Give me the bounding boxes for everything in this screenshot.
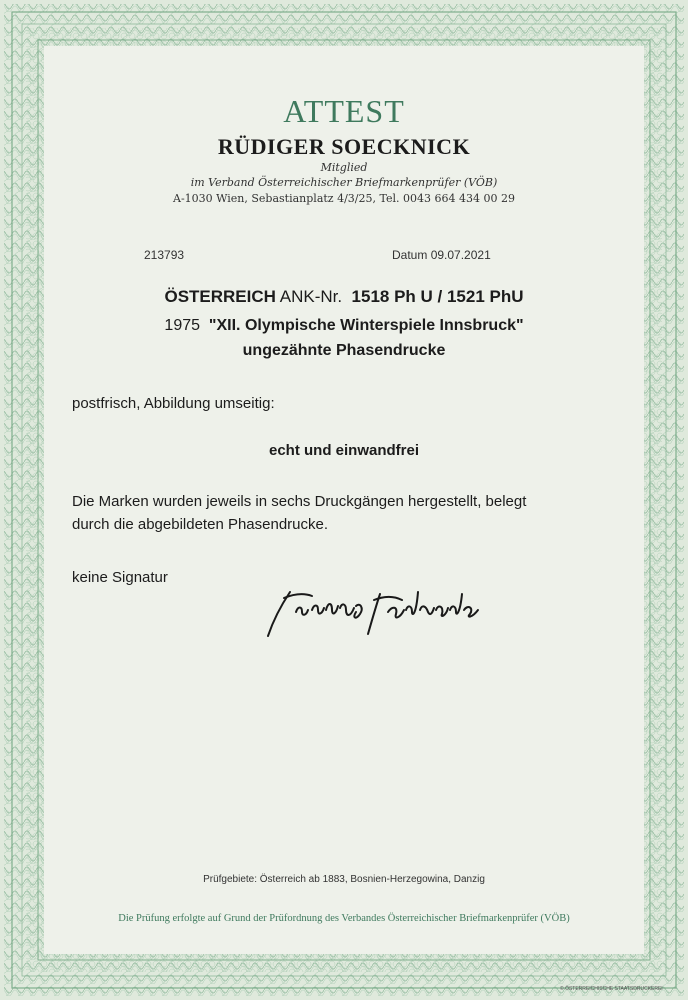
- certificate-date: [392, 248, 491, 262]
- handwritten-signature: [260, 584, 490, 644]
- description-line-2: durch die abgebildeten Phasendrucke.: [72, 516, 329, 533]
- issuer-association: im Verband Österreichischer Briefmarkenprüfer (VÖB): [190, 176, 498, 189]
- item-issue-name: "XII. Olympische Winterspiele Innsbruck": [208, 317, 524, 334]
- item-catalog-line: [0, 287, 688, 307]
- certificate-number: 213793: [144, 248, 185, 262]
- issuer-address: A-1030 Wien, Sebastianplatz 4/3/25, Tel. 0043 664 434 00 29: [173, 192, 515, 205]
- item-country: ÖSTERREICH: [164, 287, 276, 306]
- item-year: 1975: [164, 317, 201, 334]
- verdict: echt und einwandfrei: [268, 442, 419, 459]
- security-print-mark: © ÖSTERREICHISCHE STAATSDRUCKEREI: [560, 986, 663, 992]
- issuer-role: Mitglied: [320, 161, 368, 174]
- item-catalog-label: ANK-Nr.: [279, 287, 343, 306]
- issuer-name: RÜDIGER SOECKNICK: [217, 134, 471, 159]
- certification-scope: Prüfgebiete: Österreich ab 1883, Bosnien-Herzegowina, Danzig: [203, 874, 485, 885]
- date-value: 09.07.2021: [430, 248, 491, 262]
- certificate-title: ATTEST: [283, 93, 405, 129]
- date-label: Datum: [392, 248, 428, 262]
- description-line-1: Die Marken wurden jeweils in sechs Druckgängen hergestellt, belegt: [72, 493, 527, 510]
- item-condition: postfrisch, Abbildung umseitig:: [72, 395, 275, 412]
- item-catalog-numbers: 1518 Ph U / 1521 PhU: [351, 287, 524, 306]
- item-variant: ungezähnte Phasendrucke: [242, 342, 446, 359]
- regulation-note: Die Prüfung erfolgte auf Grund der Prüfordnung des Verbandes Österreichischer Briefmarkenprüfer (VÖB): [118, 913, 570, 924]
- item-issue-line: [0, 317, 688, 335]
- signature-note: keine Signatur: [72, 569, 168, 586]
